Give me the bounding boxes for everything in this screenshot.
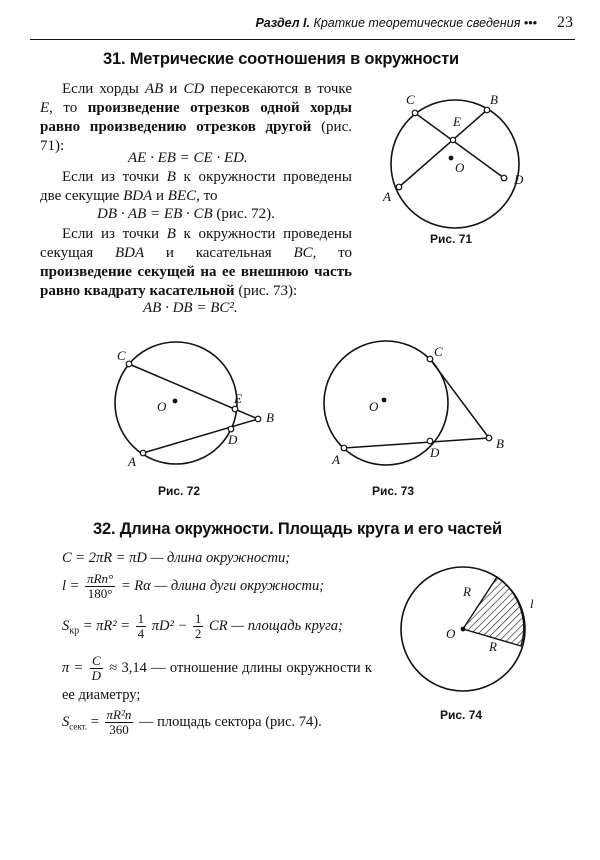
fig72-caption: Рис. 72	[158, 484, 201, 498]
fig72-point-C	[126, 361, 132, 367]
fig74-caption: Рис. 74	[440, 708, 483, 722]
formula-secants: DB · AB = EB · CB (рис. 72).	[97, 206, 275, 222]
fig74-label-O: O	[446, 626, 456, 641]
fig74-sector	[463, 577, 524, 646]
paragraph-chords: Если хорды AB и CD пересекаются в точке E, то произведение отрезков одной хорды равно произведению отрезков другой (рис. 71):	[40, 81, 352, 154]
running-header-title	[255, 16, 537, 30]
fig73-label-A: A	[332, 452, 340, 467]
formula-tangent: AB · DB = BC².	[143, 300, 238, 316]
fig73-label-B: B	[496, 436, 504, 451]
figure-72	[110, 340, 290, 480]
fig74-center-O	[461, 627, 466, 632]
fig73-tangent-BC	[430, 359, 489, 438]
fig73-caption: Рис. 73	[372, 484, 415, 498]
fig72-point-A	[140, 450, 146, 456]
fig73-label-C: C	[434, 344, 443, 359]
formula-arc-length: l = $\frac{\text{πRn°}}{180^\circ}$ = Rα — длина дуги окружности;	[62, 571, 325, 601]
fig73-point-A	[341, 445, 347, 451]
running-header	[30, 6, 575, 40]
figure-74	[396, 560, 556, 700]
fig73-point-B	[486, 435, 492, 441]
fig72-label-O: O	[157, 399, 167, 414]
fig71-label-O: O	[455, 160, 465, 175]
fig72-center-O	[173, 399, 178, 404]
header-rule	[30, 39, 575, 40]
fig72-point-B	[255, 416, 261, 422]
figure-71	[378, 86, 548, 251]
section-31-title: 31. Метрические соотношения в окружности	[103, 50, 459, 68]
figure-73	[320, 340, 515, 480]
header-ornament: •••	[523, 16, 537, 30]
fig71-point-C	[412, 110, 418, 116]
fig73-point-D	[427, 438, 433, 444]
theorem-tangent-bold: произведение секущей на ее внешнюю часть равно квадрату касательной	[40, 264, 352, 299]
fig72-label-B: B	[266, 410, 274, 425]
fig73-point-C	[427, 356, 433, 362]
fig72-label-C: C	[117, 348, 126, 363]
page-number: 23	[557, 14, 573, 31]
theorem-chords-bold: произведение отрезков одной хорды равно произведению отрезков другой	[40, 100, 352, 135]
formula-circumference: C = 2πR = πD — длина окружности;	[62, 550, 291, 566]
fig71-center-O	[449, 156, 454, 161]
fig71-label-A: A	[383, 189, 391, 204]
fig72-secant-BDA	[143, 419, 258, 453]
paragraph-secants: Если из точки B к окружности проведены две секущие BDA и BEC, то	[40, 169, 352, 204]
fig71-point-D	[501, 175, 507, 181]
header-section-title: Краткие теоретические сведения	[313, 16, 521, 30]
section-32-title: 32. Длина окружности. Площадь круга и его частей	[93, 520, 502, 538]
fig71-caption: Рис. 71	[430, 232, 473, 246]
fig71-chord-AB	[399, 110, 487, 187]
formula-pi: π = $\frac{C}{D}$ ≈ 3,14 — отношение длины окружности к ее диаметру;	[62, 653, 372, 703]
fig71-point-B	[484, 107, 490, 113]
fig73-secant-BDA	[344, 438, 489, 448]
paragraph-tangent: Если из точки B к окружности проведены секущая BDA и касательная BC, то произведение секущей на ее внешнюю часть равно квадрату касательной (рис. 73):	[40, 226, 353, 299]
fig71-label-B: B	[490, 92, 498, 107]
fig71-label-D: D	[514, 172, 524, 187]
fig72-point-D	[228, 426, 234, 432]
fig71-point-A	[396, 184, 402, 190]
formula-chords: AE · EB = CE · ED.	[128, 150, 248, 166]
fig73-label-D: D	[430, 445, 440, 460]
fig72-label-A: A	[128, 454, 136, 469]
header-section-label: Раздел I.	[255, 16, 310, 30]
fig71-point-E	[450, 137, 455, 142]
fig74-label-R1: R	[463, 584, 471, 599]
fig72-label-E: E	[234, 391, 242, 406]
fig74-label-l: l	[530, 596, 534, 611]
fig73-label-O: O	[369, 399, 379, 414]
formula-circle-area: $S_{кр} = \pi R^2$ = $\frac{1}{4}$ πD² − $\frac{1}{2}$ CR — площадь круга;	[62, 611, 343, 641]
formula-sector-area: $S_{сект.}$ = $\frac{\text{πR²n}}{360}$ — площадь сектора (рис. 74).	[62, 707, 322, 737]
fig71-label-C: C	[406, 92, 415, 107]
fig72-point-E	[232, 406, 238, 412]
fig71-label-E: E	[453, 114, 461, 129]
fig73-center-O	[382, 398, 387, 403]
fig72-label-D: D	[228, 432, 238, 447]
fig74-label-R2: R	[489, 639, 497, 654]
